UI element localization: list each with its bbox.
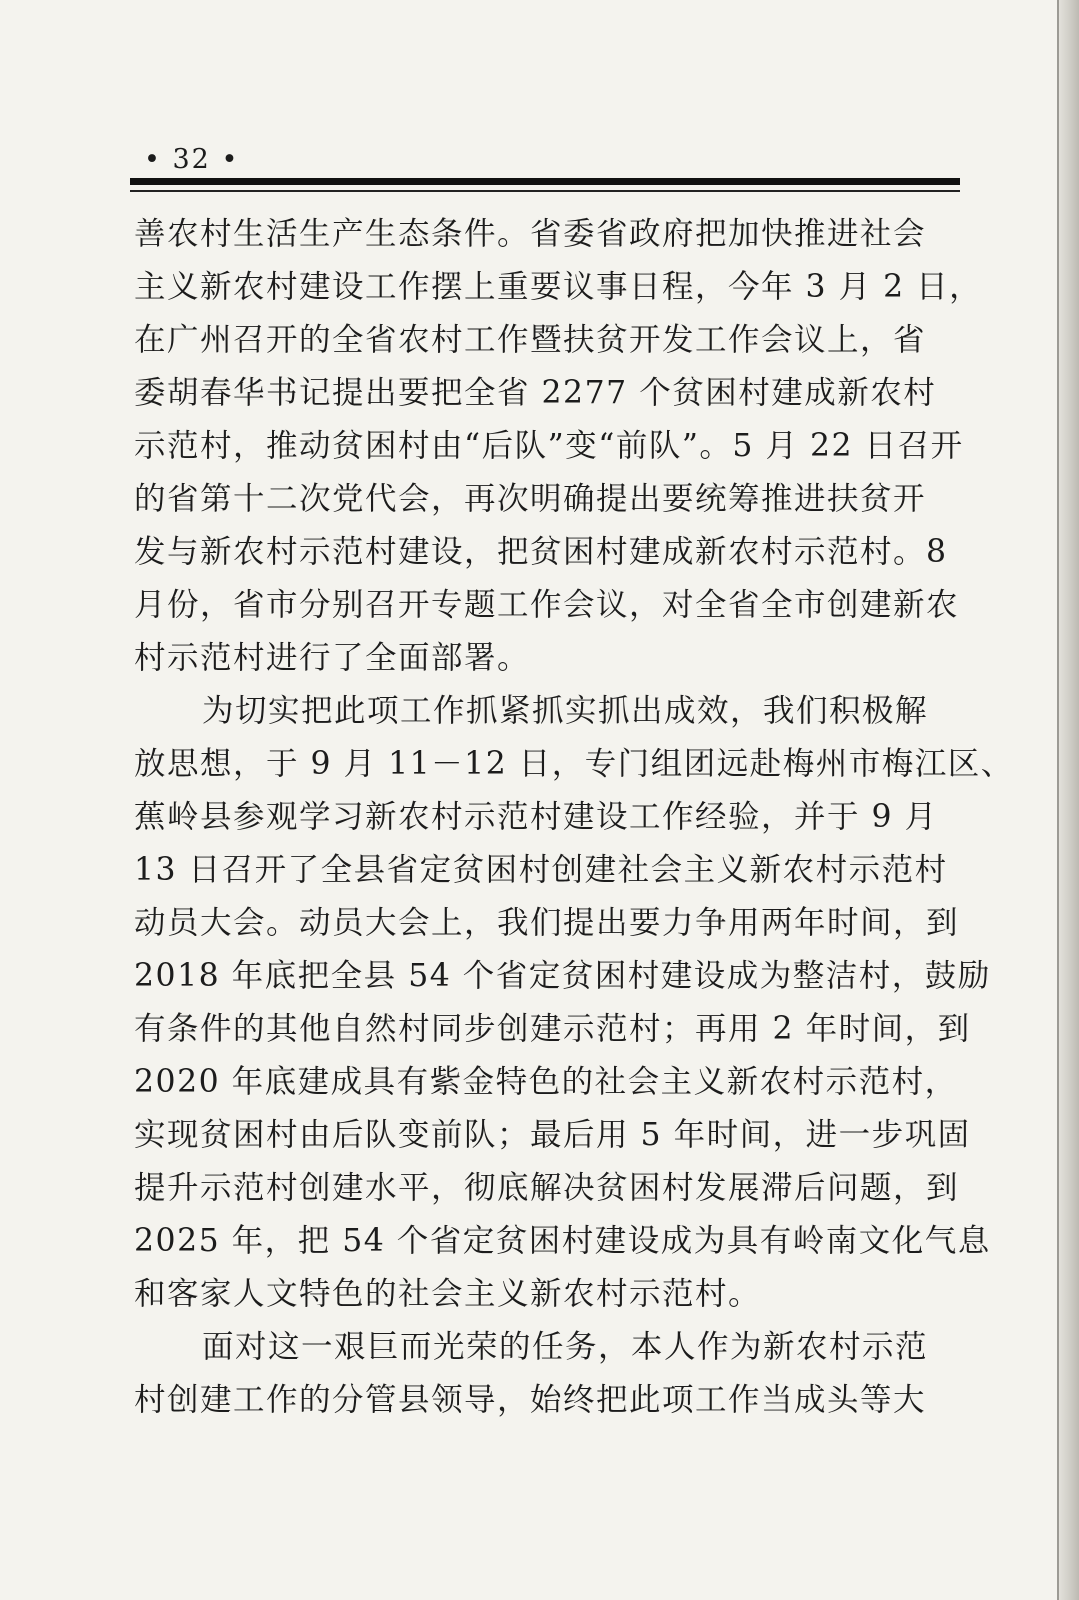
paragraph-start-line: 为切实把此项工作抓紧抓实抓出成效，我们积极解 [202,693,929,729]
page-edge [1057,0,1079,1600]
header-rule-thick [130,178,960,185]
paragraph-start-line: 面对这一艰巨而光荣的任务，本人作为新农村示范 [202,1329,929,1365]
text-line: 发与新农村示范村建设，把贫困村建成新农村示范村。8 [134,534,948,570]
body-text [134,208,1014,1427]
text-line: 动员大会。动员大会上，我们提出要力争用两年时间，到 [134,905,960,941]
text-line: 善农村生活生产生态条件。省委省政府把加快推进社会 [134,216,927,252]
text-line: 示范村，推动贫困村由“后队”变“前队”。5 月 22 日召开 [134,428,964,464]
text-line: 的省第十二次党代会，再次明确提出要统筹推进扶贫开 [134,481,927,517]
page-edge-line [1057,0,1059,1600]
text-line: 蕉岭县参观学习新农村示范村建设工作经验，并于 9 月 [134,799,938,835]
page-number: • 32 • [144,144,240,175]
text-line: 实现贫困村由后队变前队；最后用 5 年时间，进一步巩固 [134,1117,971,1153]
text-line: 在广州召开的全省农村工作暨扶贫开发工作会议上，省 [134,322,927,358]
header-rule-thin [130,190,960,192]
text-line: 月份，省市分别召开专题工作会议，对全省全市创建新农 [134,587,960,623]
text-line: 2020 年底建成具有紫金特色的社会主义新农村示范村， [134,1064,958,1100]
text-line: 提升示范村创建水平，彻底解决贫困村发展滞后问题，到 [134,1170,960,1206]
text-line: 2018 年底把全县 54 个省定贫困村建设成为整洁村，鼓励 [134,958,991,994]
text-line: 有条件的其他自然村同步创建示范村；再用 2 年时间，到 [134,1011,971,1047]
text-line: 2025 年，把 54 个省定贫困村建设成为具有岭南文化气息 [134,1223,991,1259]
page-header [130,140,960,180]
text-line: 13 日召开了全县省定贫困村创建社会主义新农村示范村 [134,852,948,888]
text-line: 放思想，于 9 月 11－12 日，专门组团远赴梅州市梅江区、 [134,746,1014,782]
text-line: 村创建工作的分管县领导，始终把此项工作当成头等大 [134,1382,927,1418]
text-line: 和客家人文特色的社会主义新农村示范村。 [134,1276,762,1312]
text-line: 村示范村进行了全面部署。 [134,640,531,676]
text-line: 主义新农村建设工作摆上重要议事日程，今年 3 月 2 日， [134,269,983,305]
text-line: 委胡春华书记提出要把全省 2277 个贫困村建成新农村 [134,375,937,411]
